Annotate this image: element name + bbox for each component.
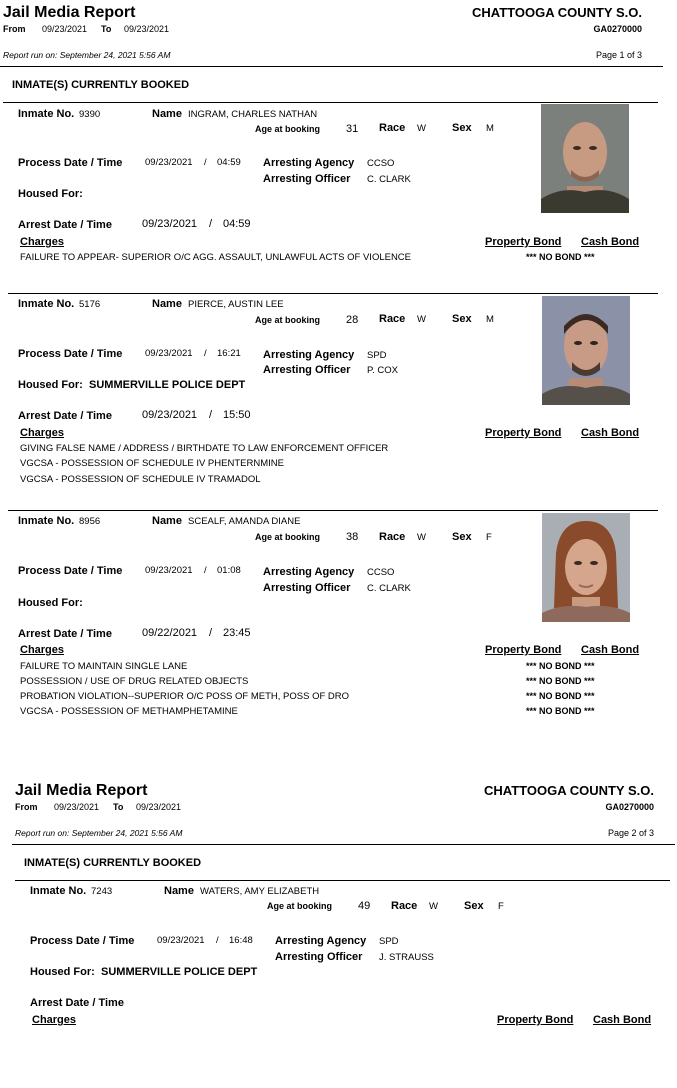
- charges-header: Charges: [32, 1014, 77, 1026]
- sex-label: Sex: [452, 122, 472, 134]
- from-label: From: [3, 24, 26, 34]
- property-bond-header: Property Bond: [485, 644, 562, 656]
- age-label: Age at booking: [255, 124, 320, 134]
- bond-text: *** NO BOND ***: [526, 676, 595, 686]
- name-label: Name: [152, 298, 182, 310]
- age-value: 31: [346, 123, 359, 135]
- divider: [12, 844, 675, 845]
- race-value: W: [417, 314, 426, 325]
- race-value: W: [429, 901, 438, 912]
- inmate-no-label: Inmate No.: [18, 298, 75, 310]
- charge-text: PROBATION VIOLATION--SUPERIOR O/C POSS OF METH, POSS OF DRO: [20, 691, 350, 702]
- charges-header: Charges: [20, 427, 65, 439]
- age-value: 38: [346, 531, 359, 543]
- arrest-date: 09/23/2021: [142, 218, 198, 230]
- arrest-date: 09/22/2021: [142, 627, 198, 639]
- inmate-no-label: Inmate No.: [30, 885, 87, 897]
- race-value: W: [417, 532, 426, 543]
- divider: [15, 880, 670, 881]
- bond-text: *** NO BOND ***: [526, 252, 595, 262]
- inmate-no: 8956: [79, 516, 101, 527]
- report-title: Jail Media Report: [3, 4, 136, 21]
- officer-label: Arresting Officer: [263, 364, 351, 376]
- race-label: Race: [379, 122, 406, 134]
- arrest-label: Arrest Date / Time: [18, 219, 112, 231]
- slash: /: [204, 157, 207, 168]
- arrest-date: 09/23/2021: [142, 409, 198, 421]
- to-label: To: [113, 802, 124, 812]
- process-date: 09/23/2021: [145, 348, 193, 359]
- to-label: To: [101, 24, 112, 34]
- divider: [3, 102, 658, 103]
- to-date: 09/23/2021: [136, 802, 182, 812]
- agency-value: SPD: [379, 936, 399, 947]
- charge-text: VGCSA - POSSESSION OF METHAMPHETAMINE: [20, 706, 238, 717]
- sex-label: Sex: [452, 531, 472, 543]
- divider: [8, 293, 658, 294]
- agency-label: Arresting Agency: [263, 566, 355, 578]
- inmate-no: 5176: [79, 299, 101, 310]
- sex-value: F: [486, 532, 492, 543]
- name-label: Name: [164, 885, 194, 897]
- officer-label: Arresting Officer: [263, 582, 351, 594]
- housed-label: Housed For:: [18, 597, 83, 609]
- inmate-name: INGRAM, CHARLES NATHAN: [188, 109, 318, 120]
- agency-value: CCSO: [367, 567, 395, 578]
- officer-value: C. CLARK: [367, 174, 411, 185]
- inmate-photo: [542, 513, 630, 622]
- process-date: 09/23/2021: [145, 157, 193, 168]
- agency-code: GA0270000: [593, 24, 642, 34]
- slash: /: [216, 935, 219, 946]
- charge-text: FAILURE TO APPEAR- SUPERIOR O/C AGG. ASSAULT, UNLAWFUL ACTS OF VIOLENCE: [20, 252, 412, 263]
- sex-value: M: [486, 123, 494, 134]
- process-label: Process Date / Time: [18, 565, 123, 577]
- slash: /: [204, 348, 207, 359]
- cash-bond-header: Cash Bond: [593, 1014, 652, 1026]
- from-date: 09/23/2021: [54, 802, 100, 812]
- sex-value: F: [498, 901, 504, 912]
- officer-value: P. COX: [367, 365, 398, 376]
- agency-label: Arresting Agency: [263, 349, 355, 361]
- section-title: INMATE(S) CURRENTLY BOOKED: [24, 857, 202, 869]
- section-title: INMATE(S) CURRENTLY BOOKED: [12, 79, 190, 91]
- bond-text: *** NO BOND ***: [526, 691, 595, 701]
- divider: [8, 510, 658, 511]
- process-time: 01:08: [217, 565, 241, 576]
- agency-name: CHATTOOGA COUNTY S.O.: [472, 5, 642, 20]
- from-date: 09/23/2021: [42, 24, 88, 34]
- age-label: Age at booking: [255, 315, 320, 325]
- age-label: Age at booking: [267, 901, 332, 911]
- process-time: 16:21: [217, 348, 241, 359]
- race-label: Race: [391, 900, 418, 912]
- housed-value: SUMMERVILLE POLICE DEPT: [101, 966, 258, 978]
- inmate-name: SCEALF, AMANDA DIANE: [188, 516, 301, 527]
- race-label: Race: [379, 531, 406, 543]
- housed-value: SUMMERVILLE POLICE DEPT: [89, 379, 246, 391]
- arrest-label: Arrest Date / Time: [30, 997, 124, 1009]
- sex-label: Sex: [464, 900, 484, 912]
- agency-value: SPD: [367, 350, 387, 361]
- inmate-no-label: Inmate No.: [18, 515, 75, 527]
- inmate-name: PIERCE, AUSTIN LEE: [188, 299, 284, 310]
- arrest-label: Arrest Date / Time: [18, 410, 112, 422]
- process-label: Process Date / Time: [18, 157, 123, 169]
- officer-label: Arresting Officer: [263, 173, 351, 185]
- bond-text: *** NO BOND ***: [526, 706, 595, 716]
- process-label: Process Date / Time: [18, 348, 123, 360]
- process-time: 04:59: [217, 157, 241, 168]
- process-time: 16:48: [229, 935, 253, 946]
- report-title: Jail Media Report: [15, 782, 148, 799]
- process-date: 09/23/2021: [145, 565, 193, 576]
- sex-label: Sex: [452, 313, 472, 325]
- agency-label: Arresting Agency: [275, 935, 367, 947]
- housed-label: Housed For:: [30, 966, 95, 978]
- inmate-photo: [542, 296, 630, 405]
- process-label: Process Date / Time: [30, 935, 135, 947]
- charge-text: GIVING FALSE NAME / ADDRESS / BIRTHDATE TO LAW ENFORCEMENT OFFICER: [20, 443, 389, 454]
- arrest-label: Arrest Date / Time: [18, 628, 112, 640]
- cash-bond-header: Cash Bond: [581, 236, 640, 248]
- cash-bond-header: Cash Bond: [581, 644, 640, 656]
- property-bond-header: Property Bond: [497, 1014, 574, 1026]
- charges-header: Charges: [20, 236, 65, 248]
- race-label: Race: [379, 313, 406, 325]
- agency-code: GA0270000: [605, 802, 654, 812]
- slash: /: [209, 627, 213, 639]
- to-date: 09/23/2021: [124, 24, 170, 34]
- arrest-time: 04:59: [223, 218, 251, 230]
- inmate-no-label: Inmate No.: [18, 108, 75, 120]
- charge-text: FAILURE TO MAINTAIN SINGLE LANE: [20, 661, 188, 672]
- housed-label: Housed For:: [18, 379, 83, 391]
- agency-value: CCSO: [367, 158, 395, 169]
- agency-name: CHATTOOGA COUNTY S.O.: [484, 783, 654, 798]
- arrest-time: 23:45: [223, 627, 251, 639]
- page-number: Page 1 of 3: [595, 50, 642, 60]
- agency-label: Arresting Agency: [263, 157, 355, 169]
- inmate-no: 9390: [79, 109, 101, 120]
- charge-text: VGCSA - POSSESSION OF SCHEDULE IV TRAMADOL: [20, 474, 261, 485]
- slash: /: [209, 409, 213, 421]
- page-number: Page 2 of 3: [607, 828, 654, 838]
- report-run: Report run on: September 24, 2021 5:56 AM: [3, 50, 171, 60]
- officer-value: J. STRAUSS: [379, 952, 434, 963]
- sex-value: M: [486, 314, 494, 325]
- property-bond-header: Property Bond: [485, 236, 562, 248]
- inmate-no: 7243: [91, 886, 113, 897]
- arrest-time: 15:50: [223, 409, 251, 421]
- report-run: Report run on: September 24, 2021 5:56 AM: [15, 828, 183, 838]
- slash: /: [209, 218, 213, 230]
- inmate-photo: [541, 104, 629, 213]
- age-value: 28: [346, 314, 359, 326]
- officer-value: C. CLARK: [367, 583, 411, 594]
- charge-text: VGCSA - POSSESSION OF SCHEDULE IV PHENTERNMINE: [20, 458, 284, 469]
- housed-label: Housed For:: [18, 188, 83, 200]
- from-label: From: [15, 802, 38, 812]
- officer-label: Arresting Officer: [275, 951, 363, 963]
- charge-text: POSSESSION / USE OF DRUG RELATED OBJECTS: [20, 676, 249, 687]
- process-date: 09/23/2021: [157, 935, 205, 946]
- property-bond-header: Property Bond: [485, 427, 562, 439]
- divider: [0, 66, 663, 67]
- name-label: Name: [152, 108, 182, 120]
- race-value: W: [417, 123, 426, 134]
- cash-bond-header: Cash Bond: [581, 427, 640, 439]
- inmate-name: WATERS, AMY ELIZABETH: [200, 886, 320, 897]
- age-label: Age at booking: [255, 532, 320, 542]
- age-value: 49: [358, 900, 371, 912]
- charges-header: Charges: [20, 644, 65, 656]
- bond-text: *** NO BOND ***: [526, 661, 595, 671]
- name-label: Name: [152, 515, 182, 527]
- slash: /: [204, 565, 207, 576]
